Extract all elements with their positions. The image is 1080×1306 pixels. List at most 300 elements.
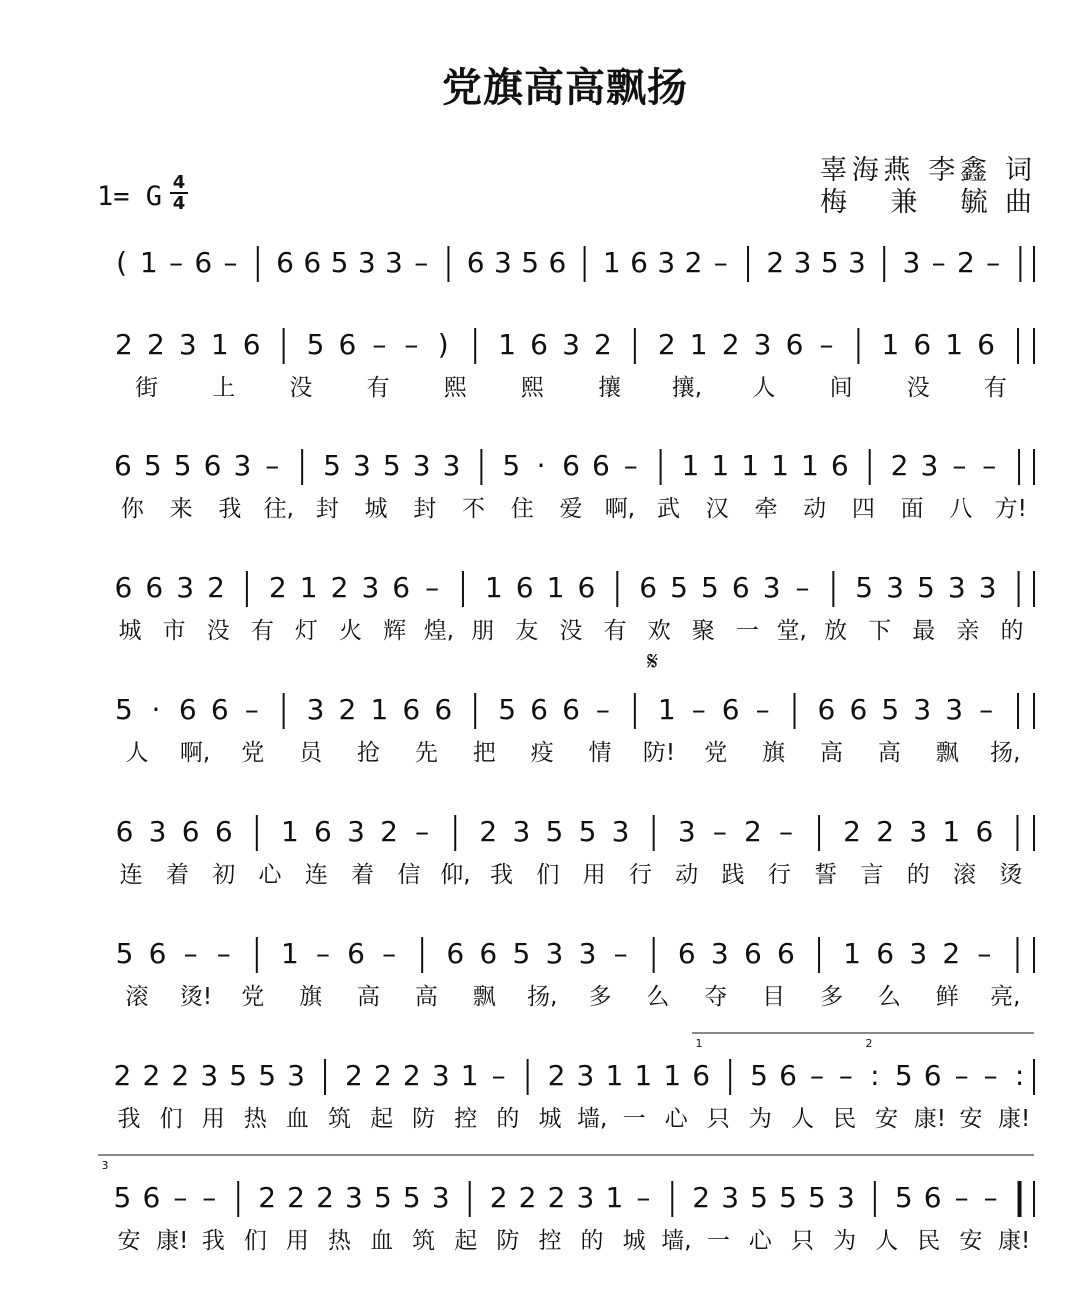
note: 1 [741,449,760,482]
note: 1 [801,449,819,482]
note: 5 [894,1059,913,1092]
lyric-syllable: 目 [762,984,786,1010]
note: 6 [591,449,610,482]
note: 3 [200,1059,219,1092]
note: 6 [785,328,804,361]
note: 3 [753,328,772,361]
note: – [636,1181,651,1214]
note: – [713,246,728,279]
note: 1 [605,1181,624,1214]
note: 6 [479,937,498,970]
note: 2 [207,571,225,604]
note: 6 [876,937,895,970]
lyric-syllable: 人 [752,375,776,401]
lyric-syllable: 熙 [443,375,467,401]
note: 1 [210,328,229,361]
lyric-syllable: 四 [851,496,875,522]
lyric-syllable: 着 [351,862,375,888]
lyric-syllable: 下 [868,618,892,644]
note: 5 [521,246,540,279]
note: 6 [677,937,696,970]
lyric-syllable: 党 [241,740,265,766]
lyric-syllable: 起 [454,1228,478,1254]
note: 5 [115,693,133,726]
lyric-syllable: 煌, [423,618,455,644]
note: – [979,693,994,726]
note: 6 [743,937,762,970]
note: 2 [942,937,961,970]
lyric-syllable: 面 [900,496,924,522]
lyric-syllable: 的 [580,1228,604,1254]
note: 3 [945,693,964,726]
note: 5 [229,1059,248,1092]
note: 3 [576,1059,595,1092]
note: – [623,449,638,482]
note: 3 [306,693,325,726]
note: 2 [743,815,762,848]
note: 3 [657,246,676,279]
lyric-syllable: 我 [490,862,514,888]
lyric-syllable: 用 [582,862,606,888]
note: 6 [210,693,229,726]
lyric-syllable: 最 [912,618,936,644]
note: : [1014,1059,1025,1092]
note: 3 [947,571,966,604]
note: 2 [268,571,287,604]
lyric-syllable: 人 [791,1106,814,1132]
lyric-syllable: 烫 [999,862,1023,888]
lyric-syllable: 仰, [440,862,471,888]
lyric-syllable: 攘 [598,375,622,401]
lyric-syllable: 封 [315,496,339,522]
note: 5 [881,693,900,726]
lyric-syllable: 滚 [125,984,149,1010]
note: 5 [545,815,564,848]
lyric-syllable: 先 [414,740,438,766]
note: – [954,1059,969,1092]
lyric-syllable: 武 [656,496,680,522]
lyric-syllable: 高 [877,740,901,766]
note: 2 [594,328,612,361]
note: – [265,449,280,482]
note: – [223,246,238,279]
note: 5 [143,449,162,482]
lyric-syllable: 心 [258,862,282,888]
note: 3 [920,449,939,482]
lyric-syllable: 城 [538,1106,562,1132]
note: – [613,937,628,970]
note: 2 [547,1181,566,1214]
note: 5 [502,449,521,482]
note: 6 [276,246,294,279]
lyricist-credit: 辜海燕 李鑫 词 [820,155,1032,186]
note: 2 [287,1181,305,1214]
note: 6 [338,328,357,361]
note: 2 [518,1181,537,1214]
note: – [595,693,610,726]
note: 6 [392,571,411,604]
note: 5 [670,571,688,604]
lyric-syllable: 没 [206,618,230,644]
note: 1 [663,1059,682,1092]
note: – [183,937,198,970]
note: – [216,937,231,970]
note: 6 [923,1059,942,1092]
lyric-syllable: 街 [135,375,159,401]
note: 3 [176,571,195,604]
lyric-syllable: 没 [559,618,583,644]
lyric-syllable: 有 [983,375,1007,401]
note: 6 [530,328,548,361]
lyric-syllable: 用 [201,1106,225,1132]
note: – [712,815,727,848]
lyric-syllable: 来 [169,496,193,522]
lyric-syllable: 亮, [990,984,1021,1010]
note: 3 [909,937,928,970]
lyric-syllable: 血 [370,1228,394,1254]
time-signature-top: 4 [172,172,186,193]
lyric-syllable: 热 [328,1228,351,1254]
lyric-syllable: 夺 [704,984,728,1010]
lyric-syllable: 康! [913,1106,946,1132]
note: 6 [242,328,261,361]
note: 1 [370,693,389,726]
note: 6 [434,693,453,726]
note: 6 [731,571,750,604]
lyric-syllable: 高 [414,984,438,1010]
lyric-syllable: 爱 [559,496,583,522]
lyric-syllable: 防 [496,1228,520,1254]
note: 3 [345,1181,363,1214]
note: 5 [382,449,401,482]
lyric-syllable: 康! [156,1228,189,1254]
note: 2 [547,1059,566,1092]
lyric-syllable: 有 [603,618,627,644]
note: – [404,328,419,361]
note: 6 [639,571,658,604]
note: 1 [546,571,565,604]
note: 3 [442,449,461,482]
note: – [755,693,770,726]
lyric-syllable: 们 [243,1228,267,1254]
lyric-syllable: 牵 [754,496,778,522]
note: 3 [836,1181,855,1214]
lyric-syllable: 我 [117,1106,141,1132]
note: 5 [113,1181,132,1214]
note: – [952,449,967,482]
lyric-syllable: 们 [159,1106,183,1132]
lyric-syllable: 我 [201,1228,225,1254]
note: 6 [194,246,213,279]
lyric-syllable: 防! [642,740,676,766]
volta-number: 1 [695,1037,703,1050]
lyric-syllable: 没 [906,375,930,401]
note: 3 [576,1181,595,1214]
lyric-syllable: 的 [496,1106,520,1132]
lyric-syllable: 堂, [776,618,807,644]
note: 3 [148,815,167,848]
note: 6 [203,449,222,482]
note: 3 [677,815,696,848]
note: 2 [479,815,498,848]
note: 6 [830,449,849,482]
note: – [169,246,184,279]
note: 6 [214,815,233,848]
note: – [415,815,430,848]
note: 3 [909,815,928,848]
note: 1 [280,815,299,848]
note: 6 [975,815,994,848]
note: 5 [820,246,839,279]
note: 6 [142,1181,161,1214]
note: ( [116,246,128,279]
lyric-syllable: 飘 [472,984,496,1010]
lyric-syllable: 筑 [328,1106,351,1132]
lyric-syllable: 啊, [604,496,636,522]
note: ) [437,328,449,361]
note: 2 [657,328,676,361]
lyric-syllable: 只 [706,1106,730,1132]
note: 5 [750,1181,768,1214]
note: 3 [352,449,371,482]
lyric-syllable: 起 [370,1106,394,1132]
note: – [795,571,810,604]
lyric-syllable: 烫! [179,984,213,1010]
note: 3 [287,1059,305,1092]
note: 3 [512,815,531,848]
note: 1 [139,246,158,279]
note: 3 [902,246,921,279]
lyric-syllable: 封 [413,496,437,522]
lyric-syllable: 墙, [577,1106,608,1132]
lyric-syllable: 康! [997,1228,1031,1254]
note: 2 [258,1181,277,1214]
lyric-syllable: 攘, [671,375,703,401]
note: 2 [956,246,975,279]
note: 6 [515,571,534,604]
note: 1 [771,449,789,482]
note: 5 [894,1181,913,1214]
note: 5 [258,1059,277,1092]
note: 3 [347,815,365,848]
lyric-syllable: 筑 [412,1228,436,1254]
note: – [954,1181,969,1214]
note: 3 [913,693,932,726]
note: – [986,246,1001,279]
note: – [173,1181,188,1214]
note: 2 [692,1181,711,1214]
lyric-syllable: 么 [877,984,901,1010]
note: 3 [357,246,376,279]
lyric-syllable: 辉 [383,618,407,644]
lyric-syllable: 市 [162,618,186,644]
note: 6 [115,815,134,848]
note: 1 [605,1059,624,1092]
lyric-syllable: 言 [860,862,884,888]
lyric-syllable: 热 [243,1106,267,1132]
note: – [425,571,440,604]
lyric-syllable: 着 [165,862,189,888]
lyric-syllable: 用 [285,1228,309,1254]
note: 2 [843,815,861,848]
lyric-syllable: 抢 [356,740,380,766]
lyric-syllable: 连 [304,862,328,888]
note: 6 [779,1059,797,1092]
lyric-syllable: 血 [285,1106,309,1132]
note: 2 [115,328,133,361]
lyric-syllable: 放 [824,618,848,644]
lyric-syllable: 誓 [814,862,838,888]
lyric-syllable: 滚 [953,862,977,888]
lyric-syllable: 火 [339,618,363,644]
note: 2 [373,1059,392,1092]
lyric-syllable: 方! [994,496,1027,522]
note: 2 [146,328,165,361]
note: 2 [380,815,398,848]
song-title: 党旗高高飘扬 [442,65,688,111]
lyric-syllable: 的 [906,862,930,888]
note: 3 [721,1181,740,1214]
note: 6 [721,693,740,726]
lyric-syllable: 汉 [705,496,729,522]
note: 1 [689,328,708,361]
lyric-syllable: 鲜 [935,984,959,1010]
note: 2 [402,1059,421,1092]
note: 5 [402,1181,421,1214]
lyric-syllable: 安 [875,1106,899,1132]
note: 3 [493,246,512,279]
lyric-syllable: 城 [118,618,142,644]
note: 5 [855,571,874,604]
note: 6 [692,1059,711,1092]
note: 2 [345,1059,363,1092]
note: 1 [299,571,318,604]
lyric-syllable: 间 [829,375,853,401]
note: 3 [611,815,630,848]
note: 6 [114,449,132,482]
lyric-syllable: 住 [510,496,534,522]
lyric-syllable: 你 [120,496,144,522]
volta-number: 2 [865,1037,873,1050]
note: – [809,1059,824,1092]
note: · [151,693,161,726]
note: 6 [466,246,485,279]
note: 2 [489,1181,508,1214]
lyric-syllable: 多 [588,984,612,1010]
note: 3 [233,449,252,482]
lyric-syllable: 我 [218,496,242,522]
lyric-syllable: 疫 [530,740,554,766]
note: 6 [777,937,795,970]
lyric-syllable: 亲 [956,618,980,644]
note: 5 [115,937,134,970]
lyric-syllable: 熙 [520,375,544,401]
note: 1 [498,328,517,361]
note: 2 [330,571,349,604]
lyric-syllable: 心 [664,1106,688,1132]
note: 6 [178,693,197,726]
lyric-syllable: 一 [622,1106,646,1132]
note: – [414,246,429,279]
lyric-syllable: 城 [364,496,388,522]
note: 2 [316,1181,334,1214]
lyric-syllable: 多 [819,984,843,1010]
note: 6 [145,571,164,604]
note: 3 [886,571,904,604]
note: – [778,815,793,848]
note: 3 [978,571,997,604]
lyric-syllable: 高 [356,984,380,1010]
note: 1 [280,937,299,970]
note: 6 [347,937,365,970]
note: 3 [431,1059,450,1092]
note: 5 [323,449,341,482]
lyric-syllable: 有 [366,375,390,401]
note: – [315,937,330,970]
lyric-syllable: 人 [875,1228,899,1254]
note: 6 [402,693,421,726]
lyric-syllable: 么 [646,984,670,1010]
lyric-syllable: 聚 [691,618,715,644]
lyric-syllable: 安 [959,1106,983,1132]
lyric-syllable: 民 [917,1228,941,1254]
note: 2 [876,815,895,848]
lyric-syllable: 把 [472,740,496,766]
note: 2 [766,246,785,279]
lyric-syllable: 墙, [661,1228,692,1254]
lyric-syllable: 一 [706,1228,730,1254]
note: – [691,693,706,726]
lyric-syllable: 安 [117,1228,141,1254]
note: 6 [562,449,580,482]
time-signature-bottom: 4 [172,193,186,214]
lyric-syllable: 高 [819,740,843,766]
lyric-syllable: 动 [803,496,827,522]
note: 5 [779,1181,797,1214]
lyric-syllable: 控 [454,1106,478,1132]
lyric-syllable: 上 [212,375,236,401]
note: 1 [711,449,730,482]
note: 1 [460,1059,479,1092]
note: 6 [148,937,167,970]
note: 6 [114,571,133,604]
note: 1 [881,328,900,361]
lyric-syllable: 康! [997,1106,1031,1132]
note: 3 [578,937,597,970]
lyric-syllable: 民 [833,1106,857,1132]
lyric-syllable: 八 [949,496,973,522]
composer-credit: 梅 兼 毓曲 [820,187,1032,218]
note: 1 [843,937,861,970]
lyric-syllable: 人 [125,740,149,766]
note: 2 [684,246,703,279]
note: 6 [630,246,648,279]
note: 5 [917,571,935,604]
lyric-syllable: 飘 [935,740,959,766]
note: 3 [545,937,564,970]
note: 6 [577,571,596,604]
lyric-syllable: 往, [263,496,294,522]
note: 2 [142,1059,161,1092]
note: – [931,246,946,279]
lyric-syllable: 信 [397,862,421,888]
lyric-syllable: 动 [675,862,699,888]
note: 5 [373,1181,392,1214]
lyric-syllable: 灯 [294,618,318,644]
lyric-syllable: 欢 [647,618,671,644]
note: 2 [721,328,740,361]
lyric-syllable: 城 [622,1228,646,1254]
